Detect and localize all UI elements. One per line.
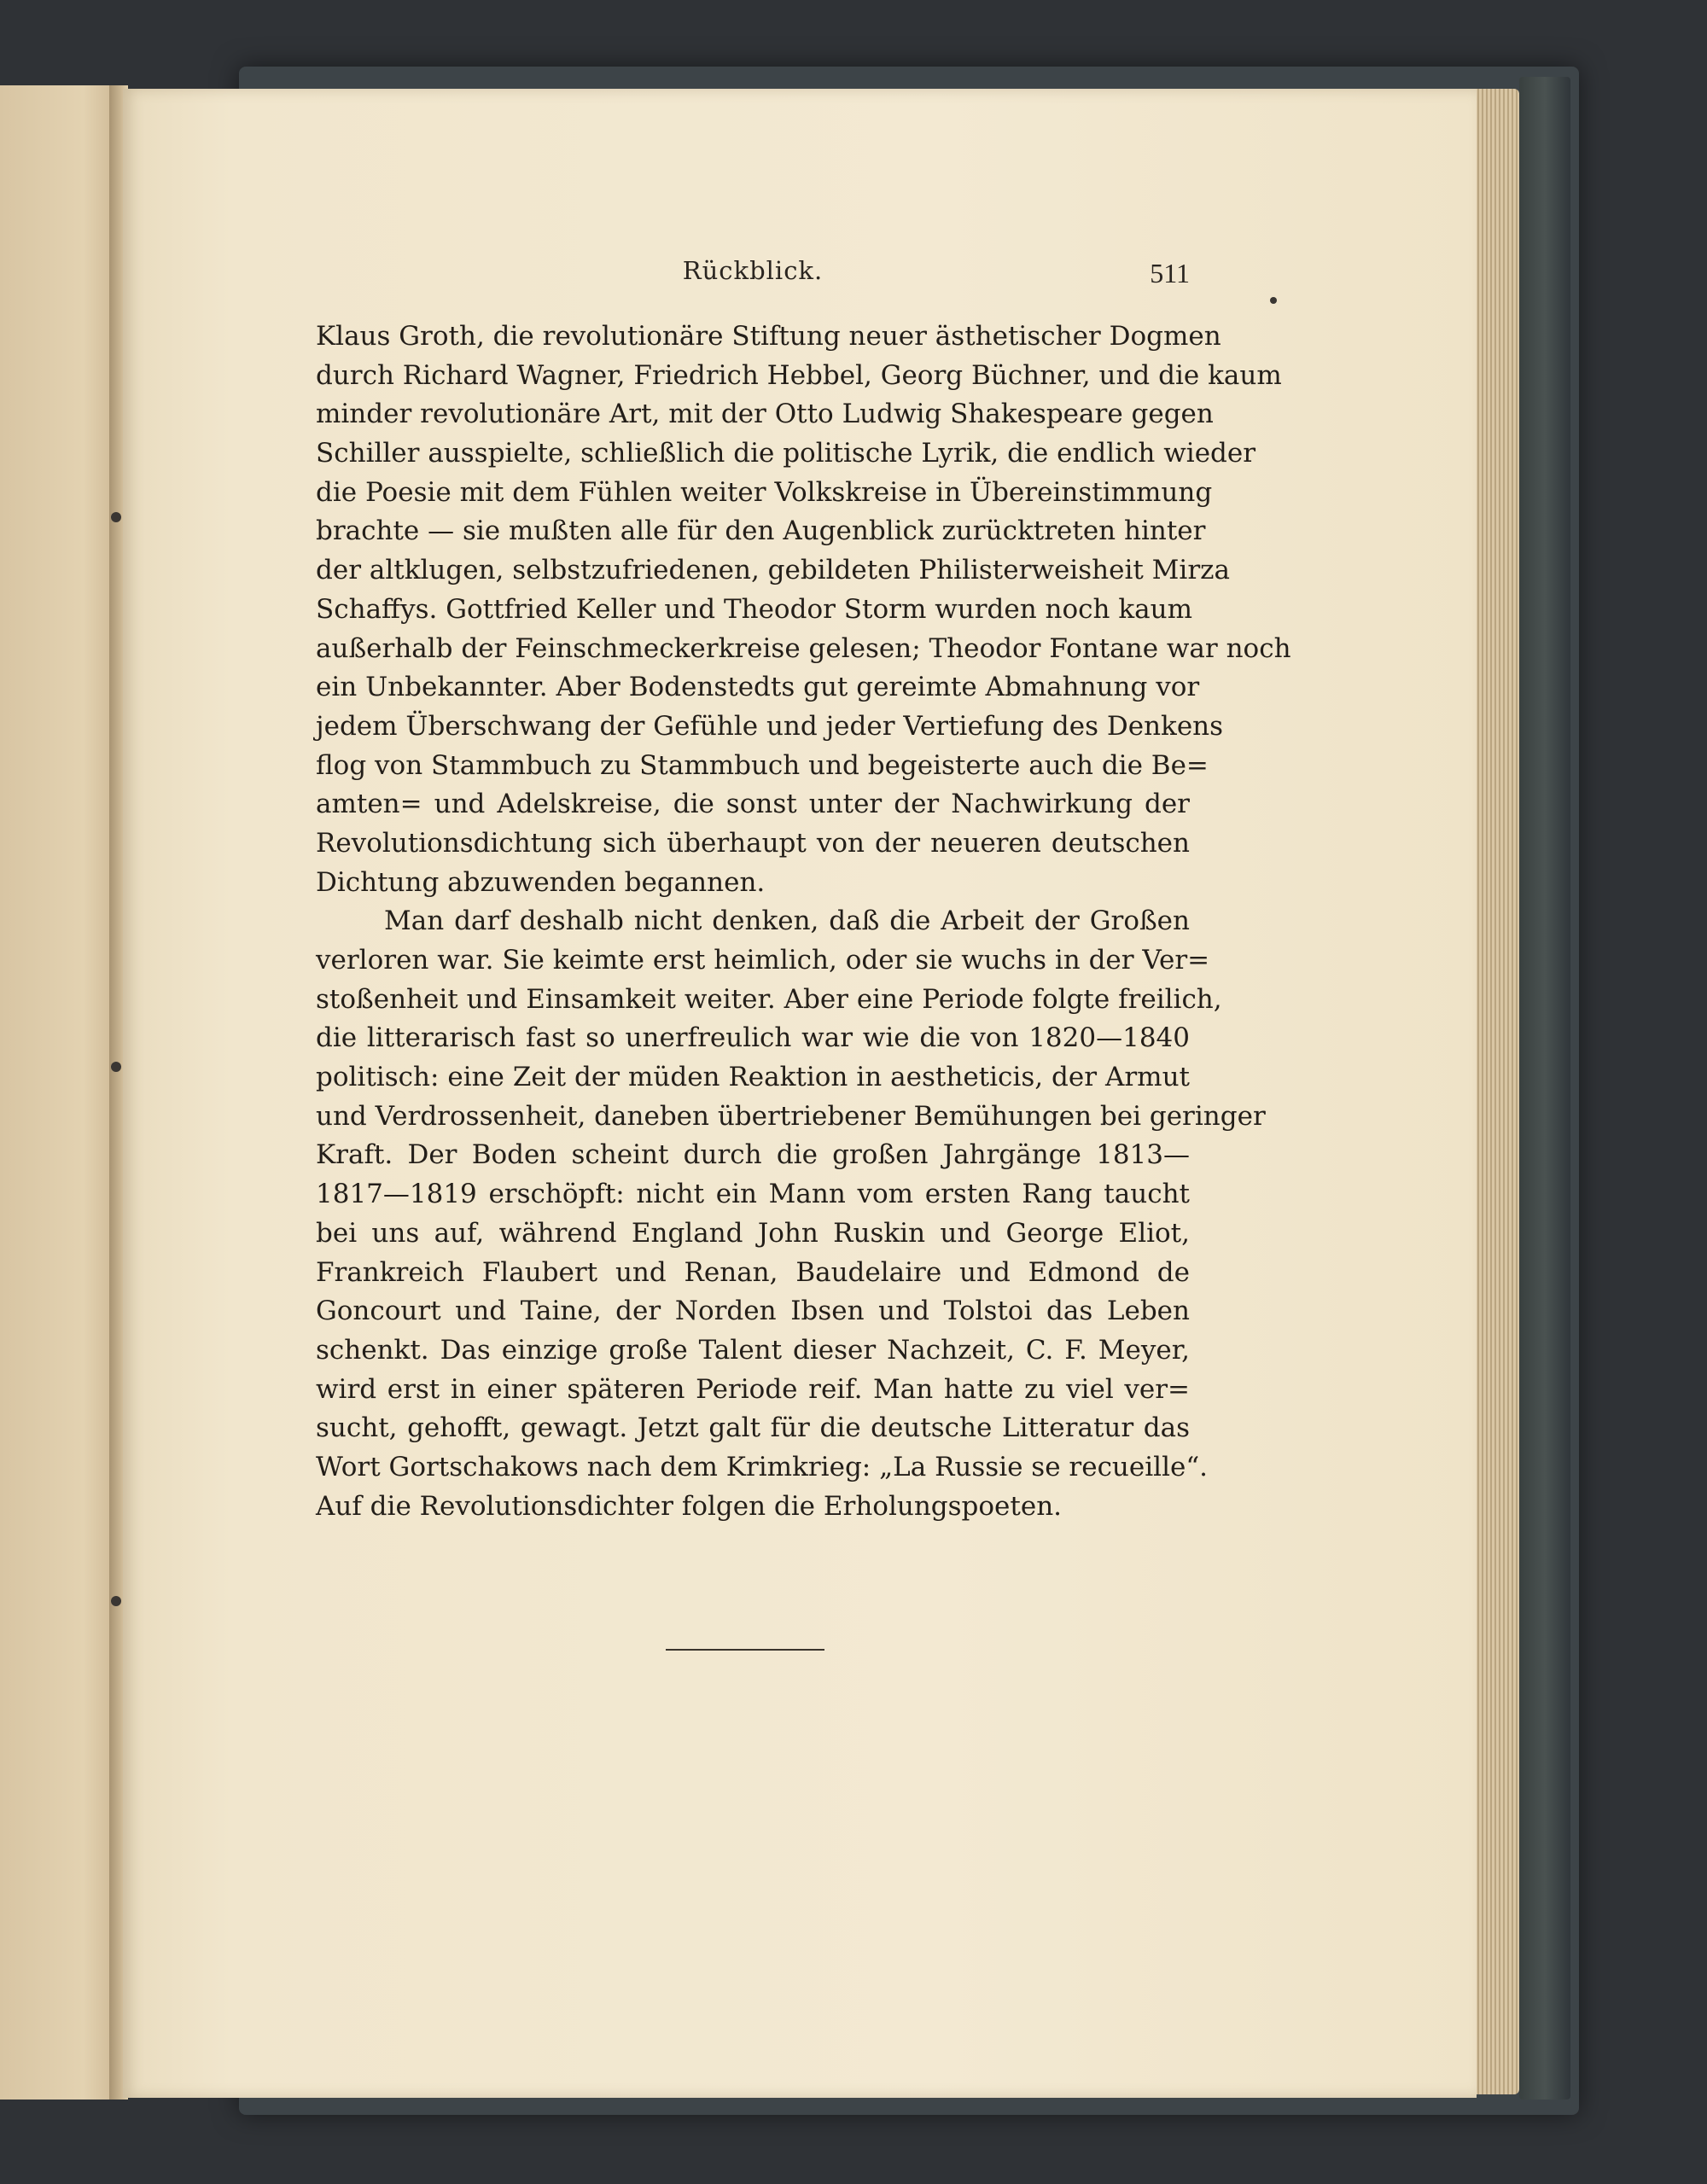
- text-line: 1817—1819 erschöpft: nicht ein Mann vom ersten Rang taucht: [316, 1179, 1190, 1210]
- running-head: Rückblick.: [682, 256, 824, 285]
- page-header: [316, 256, 1190, 299]
- binding-hole: [111, 1062, 121, 1072]
- text-line: durch Richard Wagner, Friedrich Hebbel, Georg Büchner, und die kaum: [316, 359, 1282, 391]
- text-line: stoßenheit und Einsamkeit weiter. Aber eine Periode folgte freilich,: [316, 983, 1222, 1015]
- text-line: sucht, gehofft, gewagt. Jetzt galt für die deutsche Litteratur das: [316, 1412, 1190, 1444]
- text-line: Wort Gortschakows nach dem Krimkrieg: „La Russie se recueille“.: [316, 1451, 1209, 1482]
- text-line: die litterarisch fast so unerfreulich war wie die von 1820—1840: [316, 1022, 1190, 1054]
- text-line: Goncourt und Taine, der Norden Ibsen und Tolstoi das Leben: [316, 1296, 1190, 1327]
- left-page: [0, 85, 121, 2100]
- text-line: amten= und Adelskreise, die sonst unter der Nachwirkung der: [316, 789, 1190, 820]
- text-line: politisch: eine Zeit der müden Reaktion in aestheticis, der Armut: [316, 1062, 1190, 1093]
- text-line: bei uns auf, während England John Ruskin und George Eliot,: [316, 1217, 1190, 1249]
- page-edges: [1475, 89, 1519, 2094]
- text-line: brachte — sie mußten alle für den Augenblick zurücktreten hinter: [316, 515, 1206, 547]
- binding-hole: [111, 512, 121, 522]
- text-line: Schaffys. Gottfried Keller und Theodor Storm wurden noch kaum: [316, 593, 1192, 625]
- section-end-rule: [666, 1649, 824, 1651]
- binding-hole: [111, 1596, 121, 1606]
- text-line: die Poesie mit dem Fühlen weiter Volkskreise in Übereinstimmung: [316, 476, 1213, 508]
- text-line: Klaus Groth, die revolutionäre Stiftung neuer ästhetischer Dogmen: [316, 321, 1221, 352]
- text-line: jedem Überschwang der Gefühle und jeder Vertiefung des Denkens: [316, 710, 1224, 742]
- body-text: [316, 317, 1291, 1526]
- text-line: ein Unbekannter. Aber Bodenstedts gut gereimte Abmahnung vor: [316, 672, 1200, 703]
- paper-speck: [1270, 297, 1277, 304]
- text-line: Man darf deshalb nicht denken, daß die Arbeit der Großen: [384, 906, 1190, 937]
- text-line: minder revolutionäre Art, mit der Otto Ludwig Shakespeare gegen: [316, 399, 1214, 430]
- text-line: Kraft. Der Boden scheint durch die großen Jahrgänge 1813—: [316, 1139, 1190, 1171]
- text-line: der altklugen, selbstzufriedenen, gebildeten Philisterweisheit Mirza: [316, 555, 1230, 586]
- text-line: und Verdrossenheit, daneben übertriebener Bemühungen bei geringer: [316, 1100, 1266, 1132]
- text-line: Auf die Revolutionsdichter folgen die Erholungspoeten.: [316, 1490, 1063, 1522]
- book-spine-edge: [1519, 77, 1570, 2100]
- page-number: 511: [1150, 258, 1190, 288]
- text-line: schenkt. Das einzige große Talent dieser Nachzeit, C. F. Meyer,: [316, 1334, 1190, 1366]
- text-line: Revolutionsdichtung sich überhaupt von der neueren deutschen: [316, 827, 1190, 859]
- text-line: Schiller ausspielte, schließlich die politische Lyrik, die endlich wieder: [316, 438, 1256, 469]
- text-line: wird erst in einer späteren Periode reif. Man hatte zu viel ver=: [316, 1373, 1190, 1405]
- text-line: Frankreich Flaubert und Renan, Baudelaire und Edmond de: [316, 1256, 1190, 1288]
- text-line: außerhalb der Feinschmeckerkreise gelesen; Theodor Fontane war noch: [316, 632, 1291, 664]
- text-line: Dichtung abzuwenden begannen.: [316, 866, 766, 898]
- text-line: flog von Stammbuch zu Stammbuch und begeisterte auch die Be=: [316, 749, 1209, 781]
- text-line: verloren war. Sie keimte erst heimlich, oder sie wuchs in der Ver=: [316, 945, 1210, 976]
